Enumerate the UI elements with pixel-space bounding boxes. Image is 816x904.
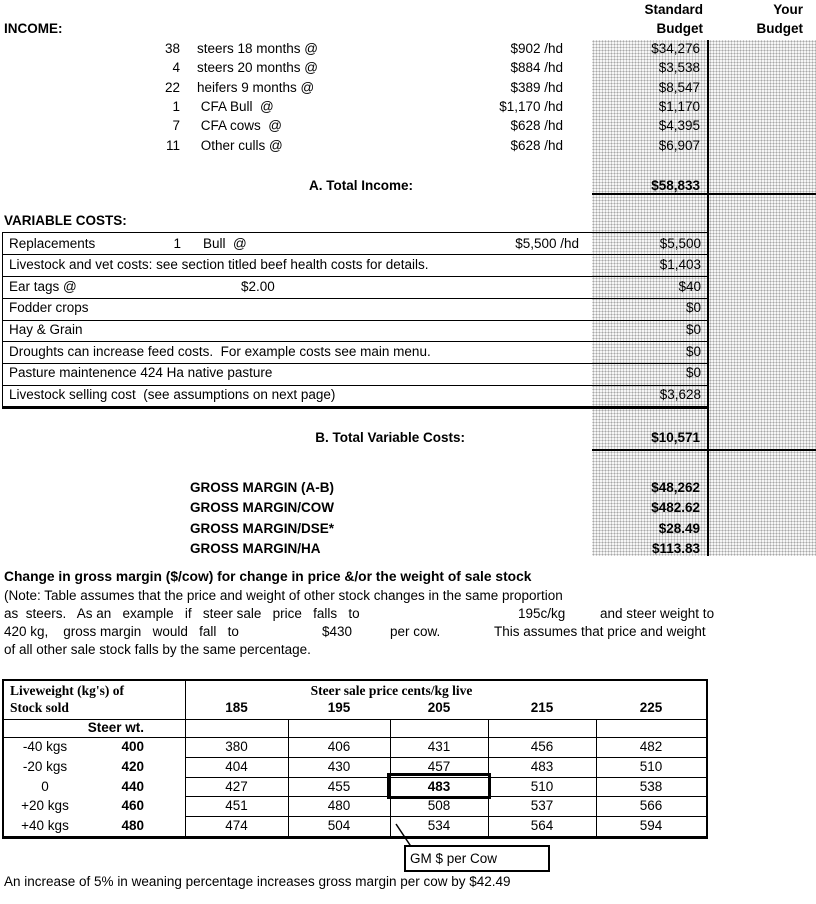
variable-cost-row — [3, 299, 707, 317]
sensitivity-note-price-value: 195c/kg — [518, 606, 566, 621]
sens-gm-cell: 483 — [427, 778, 451, 794]
variable-costs-section-label: VARIABLE COSTS: — [4, 213, 127, 228]
vc-amount: $0 — [685, 321, 701, 337]
gross-margin-value: $113.83 — [651, 541, 700, 557]
gross-margin-value: $48,262 — [651, 480, 700, 495]
vc-amount: $0 — [685, 300, 701, 316]
income-amount: $1,170 — [658, 98, 700, 114]
vc-label: Hay & Grain — [9, 321, 83, 337]
sens-gm-cell: 510 — [530, 778, 554, 794]
sens-weight-offset: 0 — [41, 778, 49, 794]
total-income-underline — [592, 193, 816, 195]
vc-label: Livestock and vet costs: see section titled beef health costs for details. — [9, 257, 429, 273]
sensitivity-note-line3d: This assumes that price and weight — [494, 624, 706, 639]
vc-label: Fodder crops — [9, 300, 89, 316]
sensitivity-note-gm-value: $430 — [322, 624, 353, 639]
variable-cost-row — [3, 364, 707, 382]
weaning-note: An increase of 5% in weaning percentage increases gross margin per cow by $42.49 — [4, 874, 511, 889]
gross-margin-label: GROSS MARGIN (A-B) — [190, 480, 334, 495]
income-item: steers 18 months @ — [197, 41, 319, 56]
sens-gm-cell: 474 — [225, 818, 248, 834]
sens-row-subheader: Steer wt. — [87, 720, 144, 735]
income-item: steers 20 months @ — [197, 60, 319, 76]
sens-weight-offset: +20 kgs — [21, 798, 69, 814]
income-qty: 4 — [172, 60, 180, 76]
vc-price: $5,500 /hd — [515, 235, 579, 251]
gross-margin-row — [0, 500, 816, 516]
vc-label: Ear tags @ — [9, 278, 77, 294]
variable-costs-table — [2, 232, 708, 407]
gross-margin-value: $482.62 — [651, 500, 700, 516]
sensitivity-heading: Change in gross margin ($/cow) for change in price &/or the weight of sale stock — [4, 569, 532, 584]
sensitivity-note-line3c: per cow. — [390, 624, 441, 639]
sens-data-row — [4, 737, 706, 757]
sens-data-row — [4, 777, 706, 797]
income-qty: 22 — [164, 79, 180, 95]
standard-budget-header-line1: Standard — [644, 2, 703, 17]
income-amount: $34,276 — [651, 41, 700, 56]
sens-gm-cell: 534 — [427, 818, 451, 834]
income-price: $389 /hd — [510, 79, 563, 95]
income-qty: 1 — [172, 98, 180, 114]
income-row — [0, 60, 816, 76]
sens-price-header: 205 — [427, 700, 451, 715]
income-amount: $6,907 — [658, 137, 700, 153]
sens-gm-cell: 404 — [225, 758, 248, 774]
gross-margin-row — [0, 480, 816, 496]
vc-qty: 1 — [173, 235, 181, 251]
gross-margin-row — [0, 521, 816, 537]
sens-gm-cell: 455 — [327, 778, 351, 794]
sens-weight-offset: +40 kgs — [21, 818, 69, 834]
sens-gm-cell: 504 — [327, 818, 351, 834]
gross-margin-value: $28.49 — [658, 520, 700, 536]
vc-amount: $3,628 — [659, 386, 701, 402]
sens-gm-cell: 406 — [327, 739, 351, 754]
sens-gm-cell: 483 — [530, 758, 554, 774]
variable-cost-row — [3, 386, 707, 404]
gm-per-cow-callout: GM $ per Cow — [404, 845, 550, 872]
gross-margin-row — [0, 541, 816, 557]
sens-column-group-header: Steer sale price cents/kg live — [310, 683, 473, 698]
income-item: Other culls @ — [197, 137, 283, 153]
vc-amount: $40 — [678, 278, 701, 294]
sens-corner-label-line1: Liveweight (kg's) of — [10, 683, 124, 698]
standard-budget-header-line2: Budget — [656, 21, 703, 36]
sens-gm-cell: 480 — [327, 798, 351, 814]
sens-weight: 400 — [121, 739, 144, 754]
income-amount: $3,538 — [658, 60, 700, 76]
sensitivity-note-line2a: as steers. As an example if steer sale price falls to — [4, 606, 360, 621]
sens-price-header: 195 — [327, 700, 351, 715]
vc-row-border — [3, 254, 707, 255]
vc-label: Droughts can increase feed costs. For example costs see main menu. — [9, 343, 431, 359]
sens-gm-cell: 564 — [530, 818, 554, 834]
income-price: $628 /hd — [510, 118, 563, 134]
income-item: CFA cows @ — [197, 118, 282, 134]
sens-gm-cell: 510 — [639, 758, 663, 774]
sens-data-row — [4, 757, 706, 777]
your-budget-header-line1: Your — [773, 2, 803, 17]
sensitivity-note-line1: (Note: Table assumes that the price and weight of other stock changes in the same proportion — [4, 588, 563, 603]
sens-gm-cell: 594 — [639, 818, 663, 834]
variable-cost-row — [3, 278, 707, 296]
sens-price-header: 225 — [639, 700, 663, 715]
sens-weight: 460 — [121, 798, 144, 814]
sensitivity-table — [2, 679, 708, 839]
total-variable-costs-underline — [592, 449, 816, 451]
sens-gm-cell: 431 — [427, 739, 451, 754]
vc-table-thick-bottom-border — [2, 406, 708, 409]
sens-data-row — [4, 816, 706, 836]
sens-price-header: 185 — [225, 700, 248, 715]
variable-cost-row — [3, 321, 707, 339]
income-row — [0, 99, 816, 115]
income-amount: $8,547 — [658, 79, 700, 95]
income-qty: 38 — [164, 41, 180, 56]
vc-amount: $5,500 — [659, 235, 701, 251]
highlighted-cell-outline — [387, 773, 491, 799]
income-price: $628 /hd — [510, 137, 563, 153]
income-row — [0, 41, 816, 57]
sens-data-row — [4, 796, 706, 816]
variable-cost-row — [3, 343, 707, 361]
income-price: $884 /hd — [510, 60, 563, 76]
vc-item: Bull @ — [203, 235, 247, 251]
income-item: heifers 9 months @ — [197, 79, 315, 95]
total-variable-costs-amount: $10,571 — [651, 430, 700, 445]
sens-gm-cell: 430 — [327, 758, 351, 774]
sens-weight-offset: -20 kgs — [22, 758, 68, 774]
sens-gm-cell: 427 — [225, 778, 248, 794]
your-budget-header-line2: Budget — [756, 21, 803, 36]
sensitivity-note-line3a: 420 kg, gross margin would fall to — [4, 624, 239, 639]
sensitivity-note-line4: of all other sale stock falls by the same percentage. — [4, 642, 311, 657]
gross-margin-label: GROSS MARGIN/DSE* — [190, 520, 335, 536]
income-row — [0, 118, 816, 134]
sens-gm-cell: 456 — [530, 739, 554, 754]
sens-gm-cell: 566 — [639, 798, 663, 814]
total-income-label: A. Total Income: — [308, 178, 413, 193]
sens-gm-cell: 537 — [530, 798, 554, 814]
sens-price-header: 215 — [530, 700, 554, 715]
sens-weight: 480 — [121, 818, 144, 834]
sens-gm-cell: 451 — [225, 798, 248, 814]
vc-mid-price: $2.00 — [241, 278, 275, 294]
sens-gm-cell: 482 — [639, 739, 663, 754]
vc-amount: $0 — [685, 365, 701, 381]
gross-margin-label: GROSS MARGIN/HA — [190, 541, 321, 557]
income-qty: 7 — [172, 118, 180, 134]
variable-cost-row — [3, 235, 707, 253]
total-income-amount: $58,833 — [651, 178, 700, 193]
income-price: $902 /hd — [510, 41, 563, 56]
income-item: CFA Bull @ — [197, 98, 274, 114]
total-variable-costs-label: B. Total Variable Costs: — [315, 430, 465, 445]
vc-label: Pasture maintenence 424 Ha native pasture — [9, 365, 273, 381]
gross-margin-label: GROSS MARGIN/COW — [190, 500, 334, 516]
sens-weight: 440 — [121, 778, 144, 794]
vc-label: Livestock selling cost (see assumptions on next page) — [9, 386, 336, 402]
sens-gm-cell: 380 — [225, 739, 248, 754]
sens-gm-cell: 457 — [427, 758, 451, 774]
income-price: $1,170 /hd — [499, 98, 563, 114]
income-row — [0, 80, 816, 96]
sens-gm-cell: 538 — [639, 778, 663, 794]
vc-amount: $0 — [685, 343, 701, 359]
income-section-label: INCOME: — [4, 21, 63, 36]
income-qty: 11 — [165, 137, 180, 153]
sens-weight: 420 — [121, 758, 144, 774]
vc-label: Replacements — [9, 235, 96, 251]
sens-gm-cell: 508 — [427, 798, 451, 814]
sensitivity-note-line2c: and steer weight to — [600, 606, 715, 621]
income-amount: $4,395 — [658, 118, 700, 134]
sens-weight-offset: -40 kgs — [22, 739, 68, 754]
variable-cost-row — [3, 256, 707, 274]
sens-corner-label-line2: Stock sold — [10, 700, 69, 715]
vc-amount: $1,403 — [659, 257, 701, 273]
income-row — [0, 138, 816, 154]
